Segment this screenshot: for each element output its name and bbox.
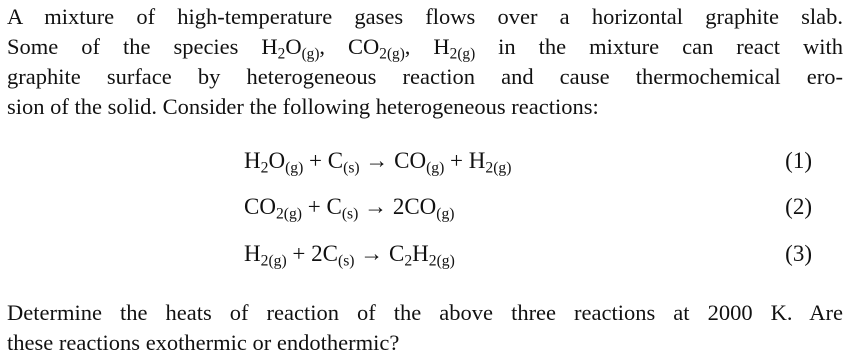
reaction-3-equation [244, 241, 455, 270]
subscript: 2 [260, 159, 269, 177]
formula-text: + C [303, 148, 344, 173]
subscript: 2(g) [449, 45, 476, 63]
intro-line-2-text: Some of the species H [7, 34, 278, 59]
reaction-3 [0, 241, 856, 273]
formula-text: → C [354, 241, 405, 266]
formula-text: O [268, 148, 286, 173]
intro-line-2-tail: in the mixture can react with [475, 34, 844, 59]
subscript: (g) [436, 205, 455, 223]
reaction-3-number: (3) [785, 241, 812, 266]
formula-text: → 2CO [358, 194, 437, 219]
subscript: (s) [337, 252, 355, 270]
question-line-1: Determine the heats of reaction of the above three reactions at 2000 K. Are [7, 300, 843, 325]
subscript: (s) [341, 205, 359, 223]
formula-text: CO [244, 194, 276, 219]
question-line-2: these reactions exothermic or endothermic? [7, 330, 400, 355]
formula-text: + 2C [286, 241, 338, 266]
formula-text: , H [404, 34, 450, 59]
formula-text: H [412, 241, 429, 266]
reaction-1-equation [244, 148, 512, 177]
reaction-1-number: (1) [785, 148, 812, 173]
formula-text: H [244, 148, 261, 173]
intro-line-1: A mixture of high-temperature gases flows over a horizontal graphite slab. [7, 4, 843, 29]
subscript: 2(g) [428, 252, 455, 270]
reaction-1 [0, 148, 856, 180]
formula-text: + C [302, 194, 342, 219]
problem-question [7, 298, 843, 358]
subscript: 2(g) [379, 45, 405, 63]
subscript: 2 [277, 45, 286, 63]
reaction-2-number: (2) [785, 194, 812, 219]
subscript: 2(g) [260, 252, 287, 270]
intro-line-4: sion of the solid. Consider the following heterogeneous reactions: [7, 94, 599, 119]
problem-intro [7, 2, 843, 122]
formula-text: H [244, 241, 261, 266]
reaction-2 [0, 194, 856, 226]
subscript: (s) [343, 159, 360, 177]
intro-line-3: graphite surface by heterogeneous reaction and cause thermochemical ero- [7, 64, 843, 89]
formula-text: → CO [359, 148, 427, 173]
intro-line-2 [7, 32, 843, 62]
reaction-2-equation [244, 194, 455, 223]
subscript: (g) [301, 45, 320, 63]
subscript: 2(g) [275, 205, 302, 223]
formula-text: O [285, 34, 302, 59]
subscript: 2 [404, 252, 413, 270]
subscript: 2(g) [485, 159, 512, 177]
subscript: (g) [426, 159, 445, 177]
formula-text: , CO [319, 34, 380, 59]
subscript: (g) [285, 159, 304, 177]
formula-text: + H [444, 148, 486, 173]
